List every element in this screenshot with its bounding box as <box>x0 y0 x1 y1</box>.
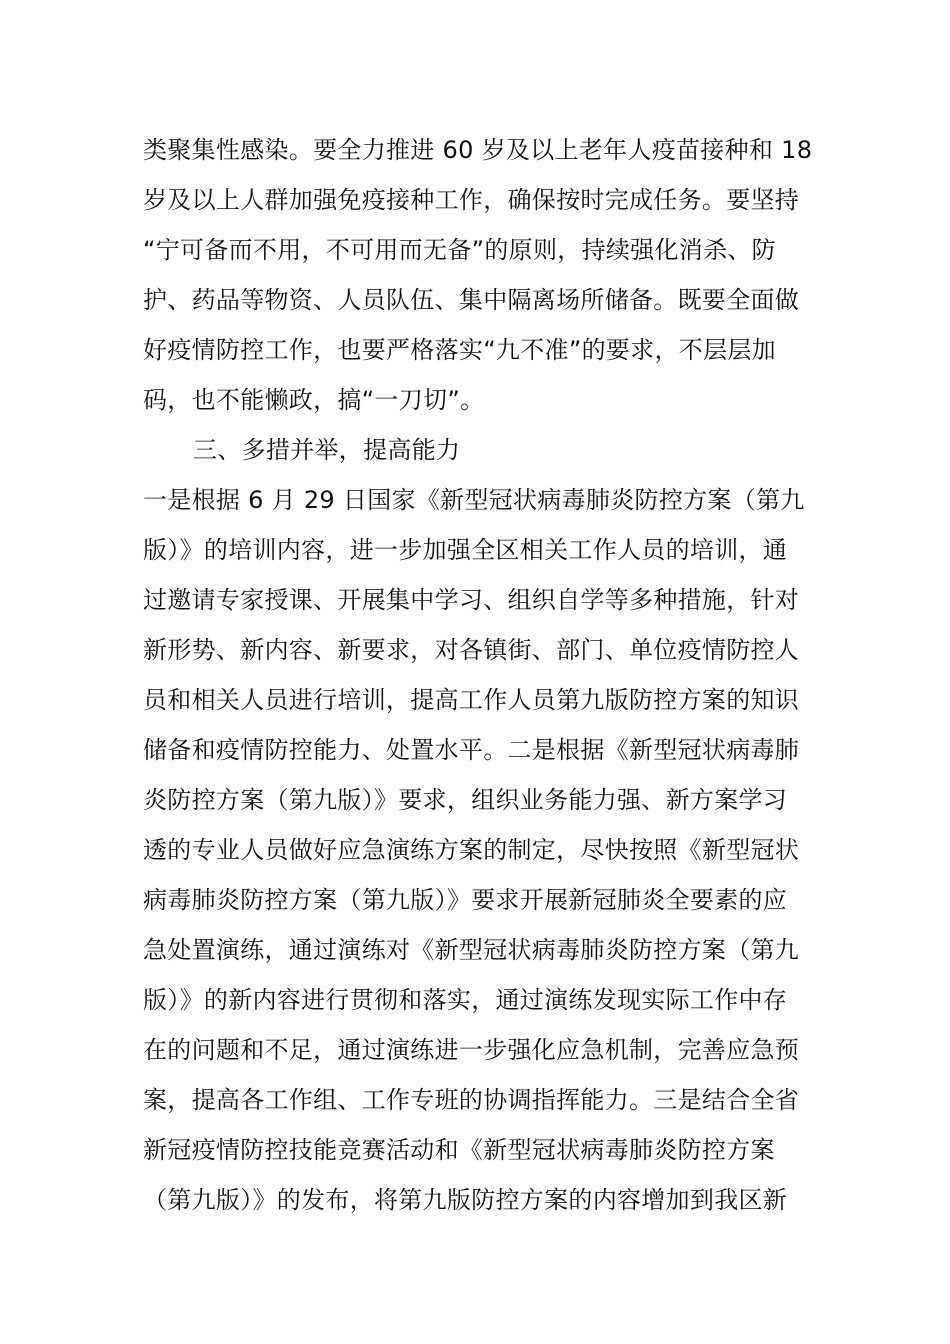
body-text-line: 过邀请专家授课、开展集中学习、组织自学等多种措施，针对 <box>143 586 800 614</box>
body-text-line: 在的问题和不足，通过演练进一步强化应急机制，完善应急预 <box>143 1036 800 1064</box>
body-text-line: 新冠疫情防控技能竞赛活动和《新型冠状病毒肺炎防控方案 <box>143 1136 775 1164</box>
body-text-line: 护、药品等物资、人员队伍、集中隔离场所储备。既要全面做 <box>143 286 800 314</box>
body-text-line: 岁及以上人群加强免疫接种工作，确保按时完成任务。要坚持 <box>143 186 800 214</box>
body-text-line: “宁可备而不用，不可用而无备”的原则，持续强化消杀、防 <box>143 236 776 264</box>
body-text-line: 员和相关人员进行培训，提高工作人员第九版防控方案的知识 <box>143 686 800 714</box>
body-text-line: 好疫情防控工作，也要严格落实“九不准”的要求，不层层加 <box>143 336 776 364</box>
body-text-line: 一是根据 6 月 29 日国家《新型冠状病毒肺炎防控方案（第九 <box>143 486 805 514</box>
body-text-line: 版）》的培训内容，进一步加强全区相关工作人员的培训，通 <box>143 536 788 564</box>
body-text-line: 新形势、新内容、新要求，对各镇街、部门、单位疫情防控人 <box>143 636 800 664</box>
body-text-line: 案，提高各工作组、工作专班的协调指挥能力。三是结合全省 <box>143 1086 800 1114</box>
body-text-line: （第九版）》的发布，将第九版防控方案的内容增加到我区新 <box>143 1186 788 1214</box>
body-text-line: 炎防控方案（第九版）》要求，组织业务能力强、新方案学习 <box>143 786 788 814</box>
body-text-line: 版）》的新内容进行贯彻和落实，通过演练发现实际工作中存 <box>143 986 788 1014</box>
body-text-line: 急处置演练，通过演练对《新型冠状病毒肺炎防控方案（第九 <box>143 936 800 964</box>
body-text-line: 透的专业人员做好应急演练方案的制定，尽快按照《新型冠状 <box>143 836 800 864</box>
body-text-line: 类聚集性感染。要全力推进 60 岁及以上老年人疫苗接种和 18 <box>143 136 813 164</box>
body-text-line: 储备和疫情防控能力、处置水平。二是根据《新型冠状病毒肺 <box>143 736 800 764</box>
section-heading: 三、多措并举，提高能力 <box>193 436 461 464</box>
body-text-line: 病毒肺炎防控方案（第九版）》要求开展新冠肺炎全要素的应 <box>143 886 788 914</box>
body-text-line: 码，也不能懒政，搞“一刀切”。 <box>143 386 485 414</box>
